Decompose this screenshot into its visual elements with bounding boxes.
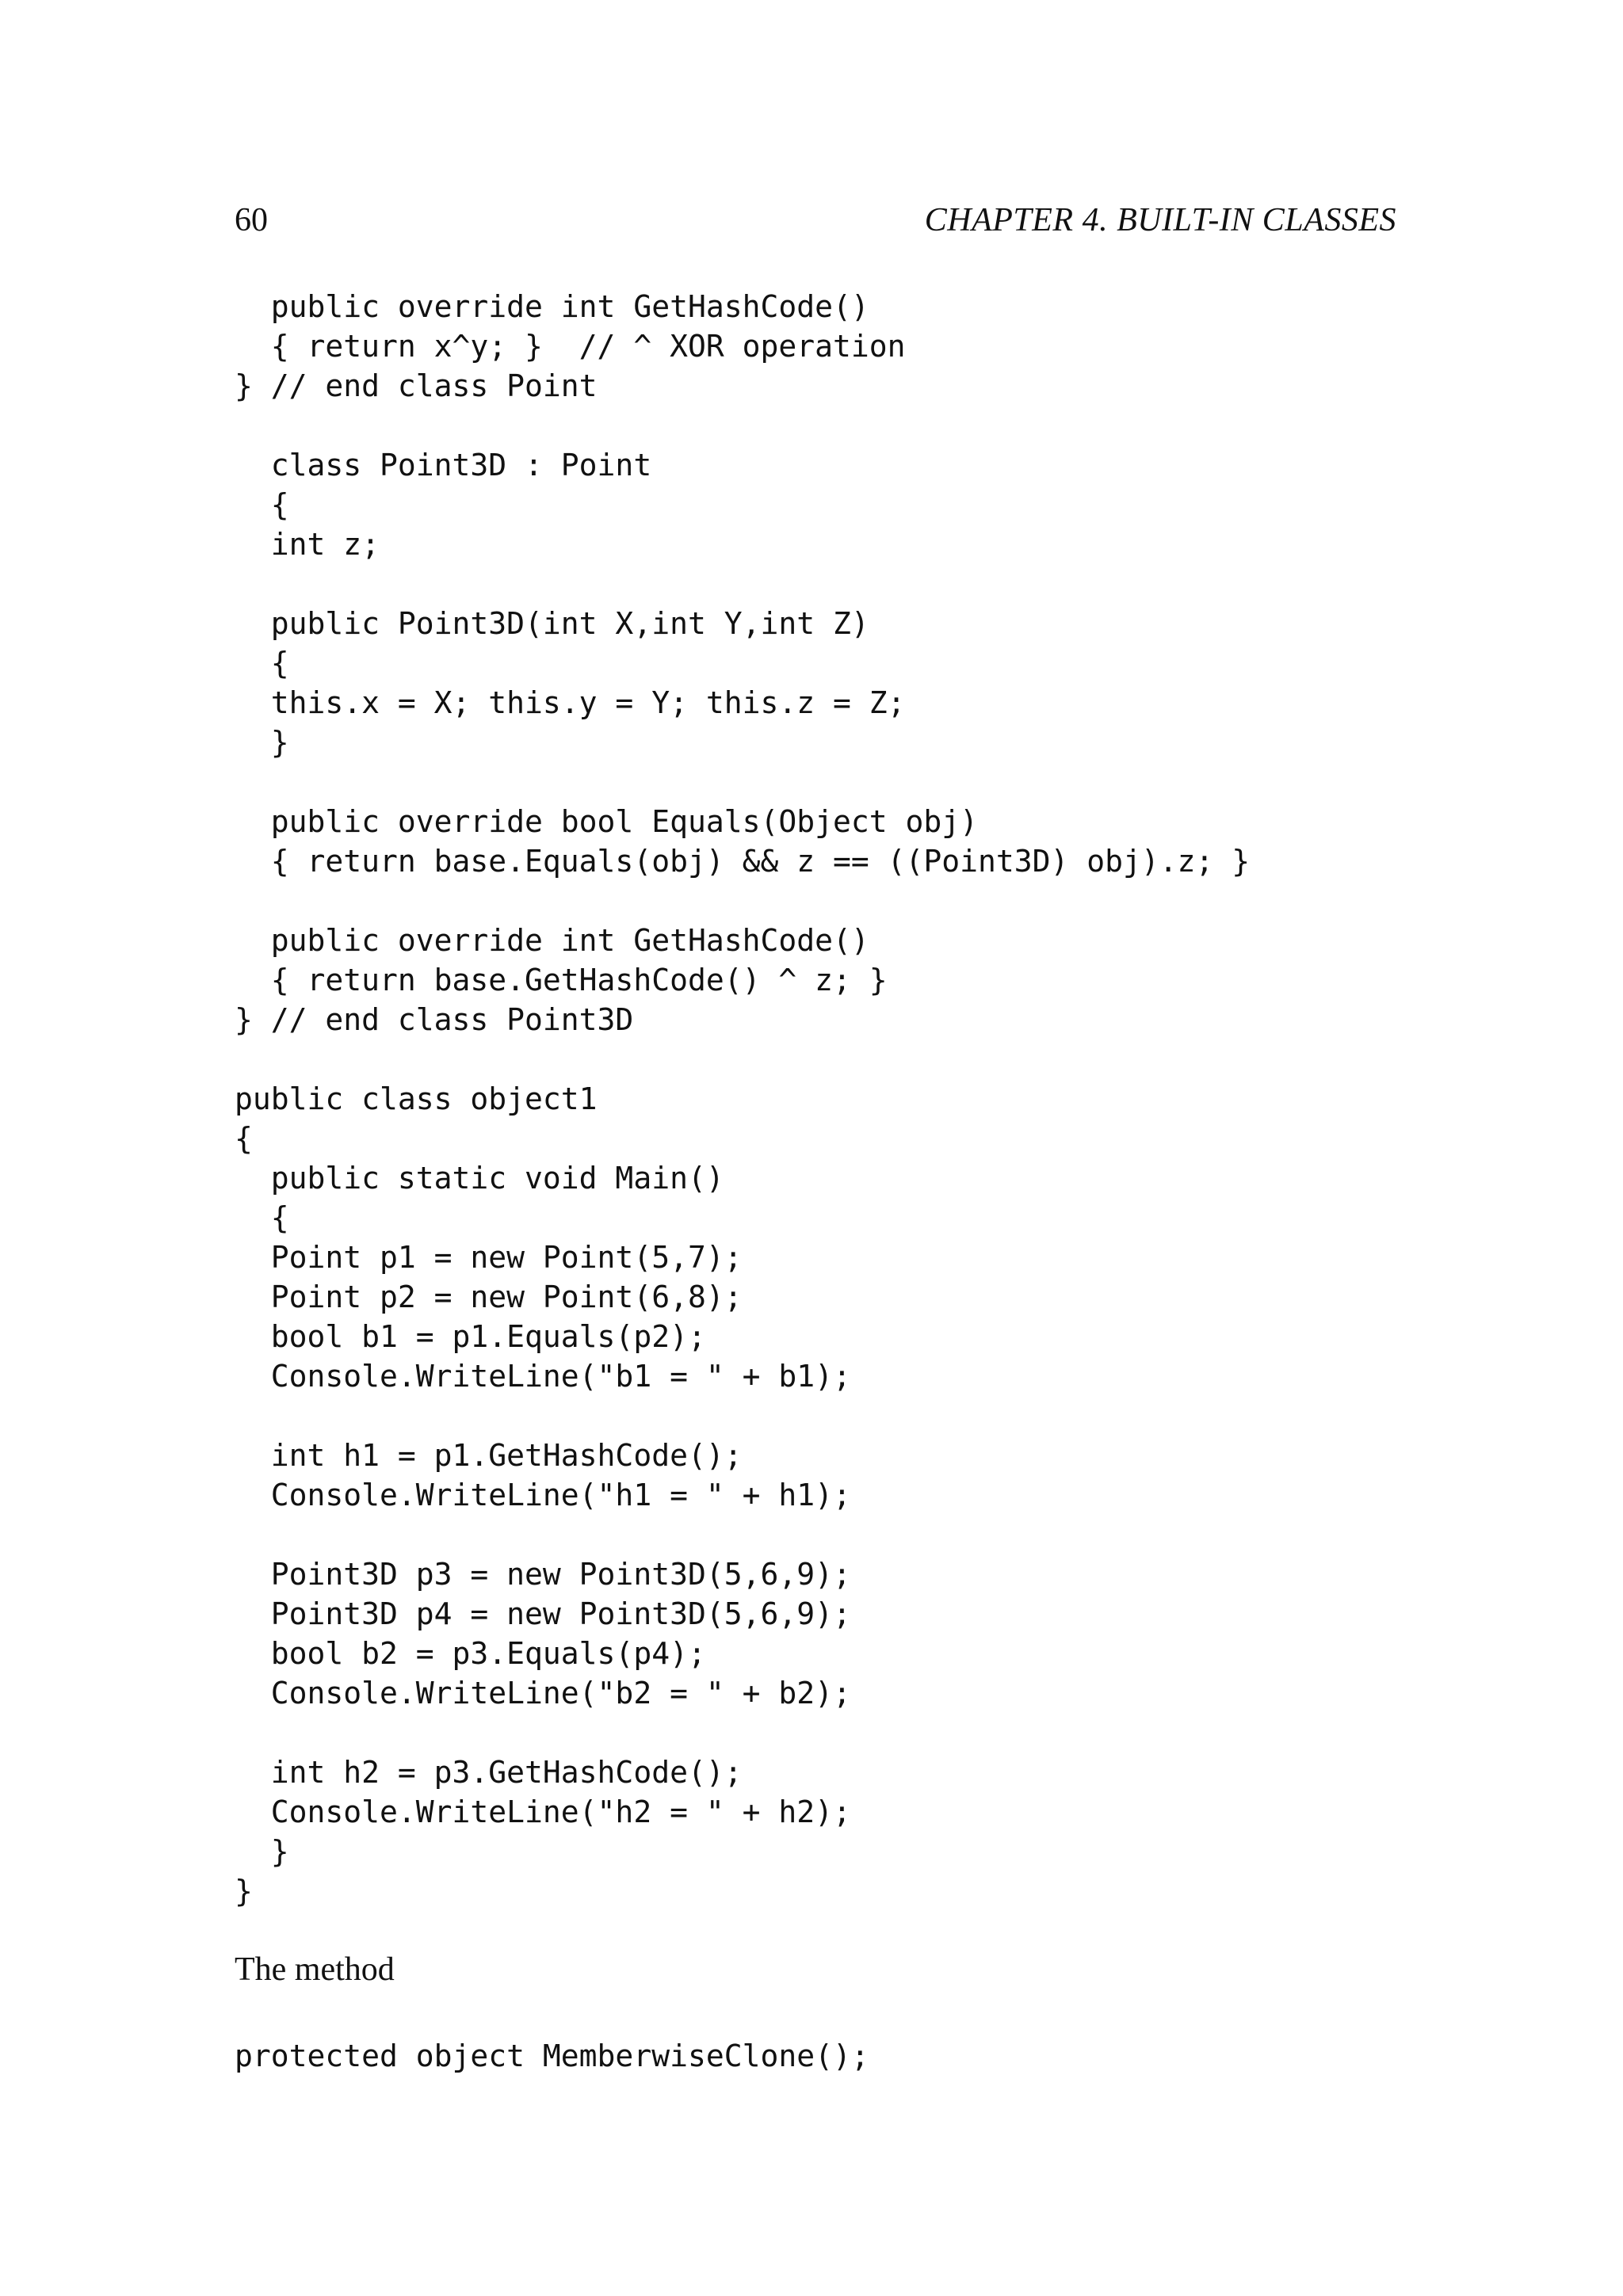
code-line	[235, 406, 1250, 445]
code-line: {	[235, 487, 289, 522]
code-line: { return base.Equals(obj) && z == ((Point3D) obj).z; }	[235, 844, 1251, 879]
code-line: }	[235, 1874, 253, 1909]
code-line	[235, 762, 1250, 802]
code-line	[235, 1396, 1250, 1436]
code-line: int h1 = p1.GetHashCode();	[235, 1438, 743, 1473]
code-line: Point p1 = new Point(5,7);	[235, 1240, 743, 1275]
code-line	[235, 1039, 1250, 1079]
code-line	[235, 881, 1250, 921]
code-line	[235, 564, 1250, 604]
code-line: public static void Main()	[235, 1161, 724, 1196]
code-line: this.x = X; this.y = Y; this.z = Z;	[235, 685, 906, 720]
code-line: Console.WriteLine("h1 = " + h1);	[235, 1478, 851, 1512]
code-listing	[235, 287, 1250, 1911]
code-line: {	[235, 646, 289, 681]
code-line: int h2 = p3.GetHashCode();	[235, 1755, 743, 1790]
code-line: Point3D p4 = new Point3D(5,6,9);	[235, 1596, 851, 1631]
chapter-running-head: CHAPTER 4. BUILT-IN CLASSES	[924, 202, 1396, 238]
code-line: { return base.GetHashCode() ^ z; }	[235, 963, 888, 997]
code-line: public override int GetHashCode()	[235, 289, 869, 324]
code-line	[235, 1713, 1250, 1753]
code-line: public class object1	[235, 1081, 598, 1116]
code-line: bool b1 = p1.Equals(p2);	[235, 1319, 706, 1354]
code-line: Console.WriteLine("b2 = " + b2);	[235, 1676, 851, 1711]
code-line: }	[235, 725, 289, 760]
code-line: public override bool Equals(Object obj)	[235, 804, 978, 839]
code-line	[235, 1515, 1250, 1554]
code-line: Console.WriteLine("h2 = " + h2);	[235, 1794, 851, 1829]
code-line: }	[235, 1834, 289, 1869]
code-line: {	[235, 1121, 253, 1156]
code-line: Point3D p3 = new Point3D(5,6,9);	[235, 1557, 851, 1592]
code-line: public Point3D(int X,int Y,int Z)	[235, 606, 869, 641]
code-line: Point p2 = new Point(6,8);	[235, 1280, 743, 1314]
code-line: bool b2 = p3.Equals(p4);	[235, 1636, 706, 1671]
code-line: Console.WriteLine("b1 = " + b1);	[235, 1359, 851, 1394]
code-line: } // end class Point	[235, 368, 598, 403]
body-text: The method	[235, 1951, 395, 1988]
method-signature-code: protected object MemberwiseClone();	[235, 2039, 869, 2073]
code-line: class Point3D : Point	[235, 448, 652, 482]
code-line: int z;	[235, 527, 380, 562]
code-line: public override int GetHashCode()	[235, 923, 869, 958]
page-header	[235, 196, 1396, 244]
code-line: } // end class Point3D	[235, 1002, 634, 1037]
code-line: {	[235, 1200, 289, 1235]
page-number: 60	[235, 202, 268, 238]
code-line: { return x^y; } // ^ XOR operation	[235, 329, 906, 364]
